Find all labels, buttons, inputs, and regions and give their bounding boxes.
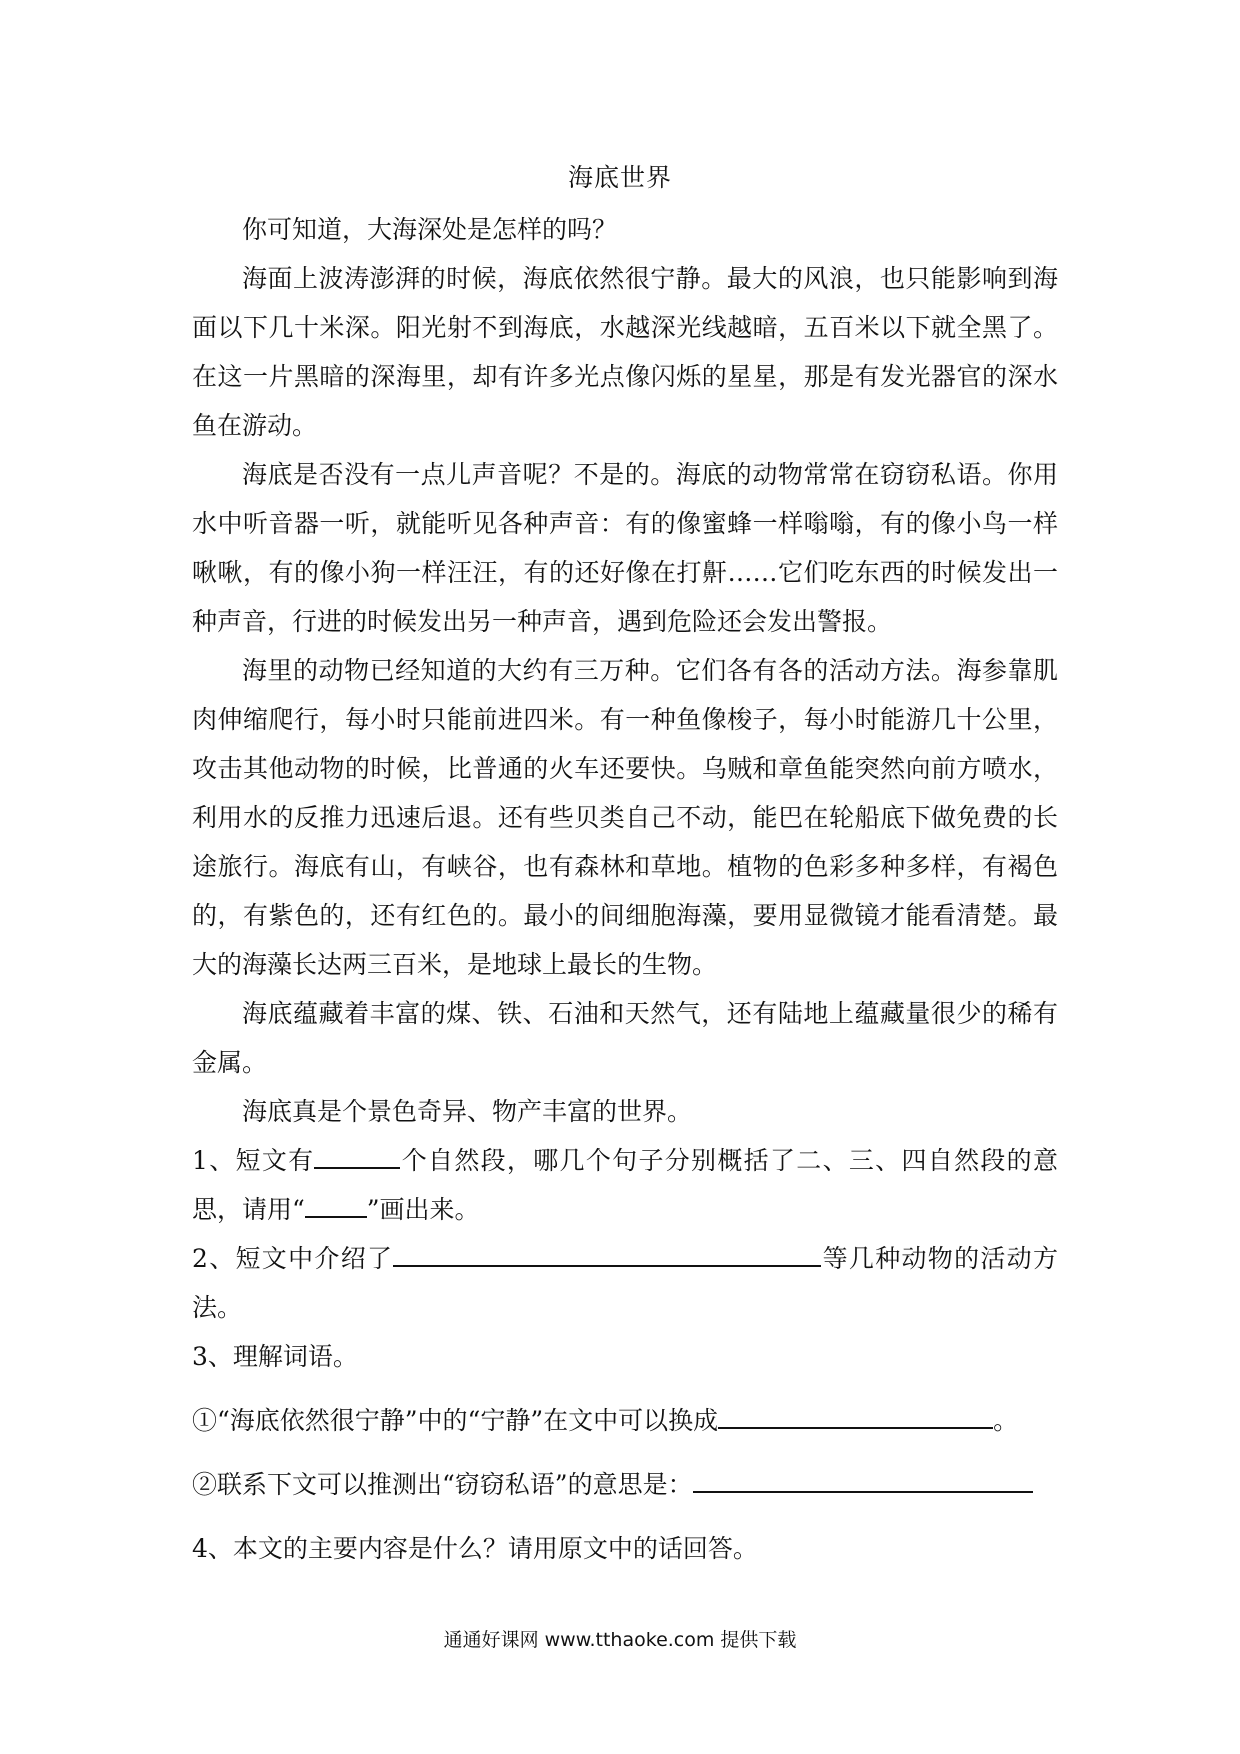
- question-3: 3、理解词语。: [192, 1342, 358, 1371]
- underline-sample: [305, 1190, 367, 1218]
- paragraph-4: 海里的动物已经知道的大约有三万种。它们各有各的活动方法。海参靠肌肉伸缩爬行，每小时只能前进四米。有一种鱼像梭子，每小时能游几十公里，攻击其他动物的时候，比普通的火车还要快。乌贼和章鱼能突然向前方喷水，利用水的反推力迅速后退。还有些贝类自己不动，能巴在轮船底下做免费的长途旅行。海底有山，有峡谷，也有森林和草地。植物的色彩多种多样，有褐色的，有紫色的，还有红色的。最小的间细胞海藻，要用显微镜才能看清楚。最大的海藻长达两三百米，是地球上最长的生物。: [192, 656, 1058, 979]
- paragraph-6: 海底真是个景色奇异、物产丰富的世界。: [242, 1097, 693, 1126]
- question-4: 4、本文的主要内容是什么？请用原文中的话回答。: [192, 1534, 758, 1563]
- answer-blank-meaning[interactable]: [693, 1465, 1033, 1493]
- paragraph-3: 海底是否没有一点儿声音呢？不是的。海底的动物常常在窃窃私语。你用水中听音器一听，就能听见各种声音：有的像蜜蜂一样嗡嗡，有的像小鸟一样啾啾，有的像小狗一样汪汪，有的还好像在打鼾……它们吃东西的时候发出一种声音，行进的时候发出另一种声音，遇到危险还会发出警报。: [192, 460, 1058, 636]
- page-title: 海底世界: [567, 163, 672, 192]
- paragraph-2: 海面上波涛澎湃的时候，海底依然很宁静。最大的风浪，也只能影响到海面以下几十米深。阳光射不到海底，水越深光线越暗，五百米以下就全黑了。在这一片黑暗的深海里，却有许多光点像闪烁的星星，那是有发光器官的深水鱼在游动。: [192, 264, 1058, 440]
- answer-blank-animals[interactable]: [393, 1239, 821, 1267]
- question-3a: ①“海底依然很宁静”中的“宁静”在文中可以换成 。: [192, 1396, 1058, 1445]
- question-2: 2、短文中介绍了 等几种动物的活动方法。: [192, 1234, 1058, 1332]
- paragraph-1: 你可知道，大海深处是怎样的吗？: [242, 215, 618, 244]
- article-body: [192, 205, 1058, 1573]
- question-3b: ②联系下文可以推测出“窃窃私语”的意思是：: [192, 1460, 1058, 1509]
- answer-blank-synonym[interactable]: [718, 1401, 993, 1429]
- answer-blank-paragraph-count[interactable]: [314, 1141, 400, 1169]
- paragraph-5: 海底蕴藏着丰富的煤、铁、石油和天然气，还有陆地上蕴藏量很少的稀有金属。: [192, 999, 1058, 1077]
- footer-credit: 通通好课网 www.tthaoke.com 提供下载: [443, 1629, 797, 1651]
- question-1: 1、短文有 个自然段，哪几个句子分别概括了二、三、四自然段的意思，请用“ ”画出来。: [192, 1136, 1058, 1234]
